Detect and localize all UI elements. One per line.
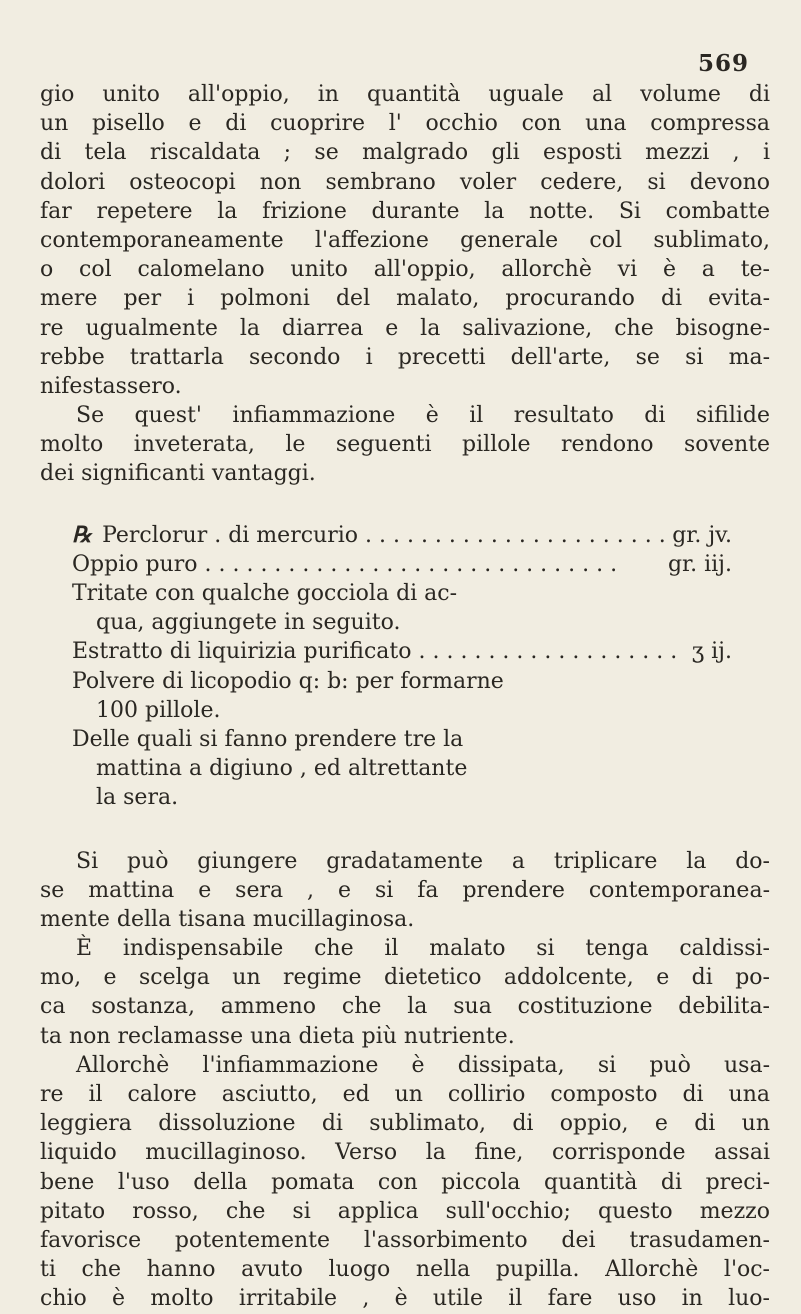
text-line: Si può giungere gradatamente a triplicare la do- [76,848,770,874]
recipe-text: la sera. [96,785,179,811]
dose: gr. jv. [672,522,732,548]
paragraph-3 [40,847,770,935]
text-line: o col calomelano unito all'oppio, allorchè vi è a te- [40,257,770,283]
recipe-text: Polvere di licopodio q: b: per formarne [72,668,504,694]
text-line: chio è molto irritabile , è utile il fare uso in luo- [40,1286,770,1312]
recipe-line-1 [72,521,732,550]
recipe-text: mattina a digiuno , ed altrettante [96,756,468,782]
dose: gr. iij. [667,551,732,577]
text-line: re ugualmente la diarrea e la salivazione, che bisogne- [40,315,770,341]
text-line: molto inveterata, le seguenti pillole rendono sovente [40,432,770,458]
paragraph-4 [40,934,770,1051]
ingredient: Perclorur . di mercurio . . . [102,521,666,550]
text-line: ta non reclamasse una dieta più nutriente. [40,1023,515,1049]
text-line: Allorchè l'infiammazione è dissipata, si può usa- [76,1052,770,1078]
page-number: 569 [697,50,749,77]
text-line: di tela riscaldata ; se malgrado gli esposti mezzi , i [40,140,770,166]
text-line: rebbe trattarla secondo i precetti dell'arte, se si ma- [40,344,770,370]
recipe-text: Delle quali si fanno prendere tre la [72,726,464,752]
text-line: dolori osteocopi non sembrano voler cedere, si devono [40,169,770,195]
recipe-line-2 [72,550,732,579]
text-line: pitato rosso, che si applica sull'occhio; questo mezzo [40,1198,770,1224]
text-line: se mattina e sera , e si fa prendere contemporanea- [40,877,770,903]
text-line: mere per i polmoni del malato, procurando di evita- [40,286,770,312]
page-body [40,80,770,1314]
text-line: mente della tisana mucillaginosa. [40,906,415,932]
text-line: leggiera dissoluzione di sublimato, di oppio, e di un [40,1111,770,1137]
recipe-text: Tritate con qualche gocciola di ac- [72,581,458,606]
text-line: far repetere la frizione durante la notte. Si combatte [40,198,770,224]
text-line: nifestassero. [40,373,182,399]
text-line: Se quest' infiammazione è il resultato di sifilide [76,403,770,429]
recipe-text: 100 pillole. [96,697,221,723]
recipe-symbol: ℞ [72,521,92,548]
text-line: ca sostanza, ammeno che la sua costituzione debilita- [40,994,770,1020]
text-line: gio unito all'oppio, in quantità uguale al volume di [40,82,770,107]
paragraph-2 [40,401,770,489]
text-line: re il calore asciutto, ed un collirio composto di una [40,1082,770,1107]
text-line: contemporaneamente l'affezione generale col sublimato, [40,227,770,253]
text-line: un pisello e di cuoprire l' occhio con una compressa [40,111,770,137]
paragraph-1 [40,80,770,401]
text-line: liquido mucillaginoso. Verso la fine, corrisponde assai [40,1140,770,1166]
recipe-text: qua, aggiungete in seguito. [96,610,401,636]
ingredient: Estratto di liquirizia purificato . . . [72,637,686,666]
text-line: bene l'uso della pomata con piccola quantità di preci- [40,1169,770,1195]
prescription [40,521,732,813]
text-line: dei significanti vantaggi. [40,461,316,487]
text-line: favorisce potentemente l'assorbimento dei trasudamen- [40,1227,770,1253]
text-line: mo, e scelga un regime dietetico addolcente, e di po- [40,965,770,991]
dose: ʒ ij. [691,639,732,665]
text-line: È indispensabile che il malato si tenga caldissi- [76,936,770,962]
ingredient: Oppio puro . . . [72,550,662,579]
recipe-line-3 [72,637,732,666]
paragraph-5 [40,1051,770,1314]
text-line: ti che hanno avuto luogo nella pupilla. Allorchè l'oc- [40,1257,770,1283]
